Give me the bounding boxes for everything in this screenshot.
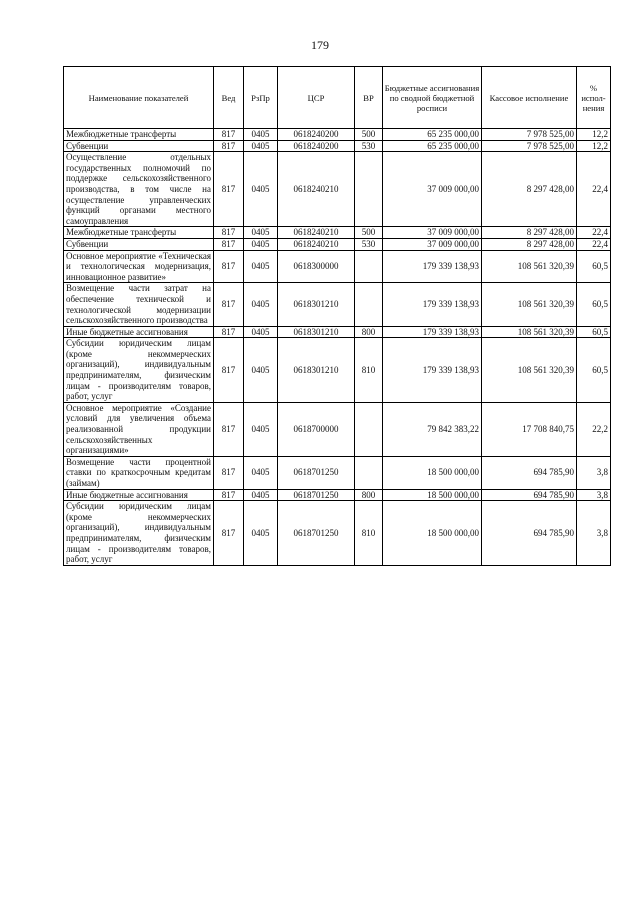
row-percent: 3,8 [577,501,611,566]
row-name: Осуществление отдельных государственных полномочий по поддержке сельскохозяйственного производства, в том числе на осуществление управленческих функций органами местного самоуправления [64,152,214,227]
row-name: Иные бюджетные ассигнования [64,326,214,338]
row-budget: 179 339 138,93 [383,338,482,403]
row-rzpr: 0405 [244,129,278,141]
table-row [64,227,611,239]
row-ved: 817 [214,152,244,227]
row-budget: 179 339 138,93 [383,250,482,283]
row-rzpr: 0405 [244,456,278,489]
table-row [64,140,611,152]
column-header-csr: ЦСР [278,67,355,129]
row-vr: 530 [355,140,383,152]
row-cash: 108 561 320,39 [482,283,577,326]
row-csr: 0618701250 [278,456,355,489]
row-name: Субвенции [64,238,214,250]
table-row [64,402,611,456]
row-cash: 108 561 320,39 [482,326,577,338]
row-csr: 0618301210 [278,283,355,326]
row-rzpr: 0405 [244,238,278,250]
row-vr [355,250,383,283]
row-ved: 817 [214,456,244,489]
row-csr: 0618240210 [278,227,355,239]
row-cash: 8 297 428,00 [482,238,577,250]
row-budget: 179 339 138,93 [383,326,482,338]
row-percent: 22,4 [577,227,611,239]
row-rzpr: 0405 [244,326,278,338]
row-percent: 22,2 [577,402,611,456]
row-vr [355,283,383,326]
row-ved: 817 [214,489,244,501]
row-csr: 0618240210 [278,238,355,250]
row-vr: 800 [355,489,383,501]
row-ved: 817 [214,227,244,239]
column-header-percent: % испол-нения [577,67,611,129]
table-row [64,238,611,250]
row-cash: 694 785,90 [482,489,577,501]
row-vr [355,456,383,489]
row-cash: 7 978 525,00 [482,140,577,152]
row-percent: 22,4 [577,238,611,250]
row-vr: 810 [355,501,383,566]
row-ved: 817 [214,238,244,250]
row-cash: 108 561 320,39 [482,250,577,283]
row-percent: 22,4 [577,152,611,227]
row-rzpr: 0405 [244,227,278,239]
row-vr: 500 [355,227,383,239]
row-csr: 0618240200 [278,140,355,152]
row-percent: 60,5 [577,283,611,326]
column-header-budget: Бюджетные ассигнования по сводной бюджетной росписи [383,67,482,129]
row-percent: 12,2 [577,129,611,141]
row-ved: 817 [214,283,244,326]
row-name: Субвенции [64,140,214,152]
row-vr: 530 [355,238,383,250]
row-name: Межбюджетные трансферты [64,227,214,239]
row-rzpr: 0405 [244,250,278,283]
row-budget: 79 842 383,22 [383,402,482,456]
row-rzpr: 0405 [244,338,278,403]
row-csr: 0618240210 [278,152,355,227]
row-cash: 694 785,90 [482,456,577,489]
row-percent: 3,8 [577,489,611,501]
row-ved: 817 [214,250,244,283]
row-budget: 18 500 000,00 [383,456,482,489]
row-csr: 0618301210 [278,326,355,338]
row-name: Основное мероприятие «Создание условий для увеличения объема реализованной продукции сельскохозяйственных организациями» [64,402,214,456]
row-cash: 8 297 428,00 [482,152,577,227]
row-budget: 37 009 000,00 [383,152,482,227]
row-ved: 817 [214,326,244,338]
column-header-vr: ВР [355,67,383,129]
row-budget: 179 339 138,93 [383,283,482,326]
column-header-cash: Кассовое исполнение [482,67,577,129]
row-budget: 65 235 000,00 [383,129,482,141]
row-csr: 0618300000 [278,250,355,283]
row-budget: 18 500 000,00 [383,501,482,566]
table-row [64,456,611,489]
column-header-ved: Вед [214,67,244,129]
row-csr: 0618701250 [278,501,355,566]
row-percent: 60,5 [577,338,611,403]
header-row [64,67,611,129]
row-rzpr: 0405 [244,152,278,227]
row-vr [355,402,383,456]
row-rzpr: 0405 [244,283,278,326]
row-csr: 0618240200 [278,129,355,141]
row-ved: 817 [214,501,244,566]
row-vr: 810 [355,338,383,403]
row-ved: 817 [214,140,244,152]
row-percent: 12,2 [577,140,611,152]
row-name: Межбюджетные трансферты [64,129,214,141]
row-cash: 7 978 525,00 [482,129,577,141]
table-row [64,338,611,403]
row-rzpr: 0405 [244,501,278,566]
table-row [64,250,611,283]
row-ved: 817 [214,402,244,456]
row-vr [355,152,383,227]
row-cash: 8 297 428,00 [482,227,577,239]
budget-execution-table [63,66,611,566]
row-name: Возмещение части затрат на обеспечение технической и технологической модернизации сельскохозяйственного производства [64,283,214,326]
row-cash: 108 561 320,39 [482,338,577,403]
row-name: Иные бюджетные ассигнования [64,489,214,501]
table-row [64,489,611,501]
row-name: Субсидии юридическим лицам (кроме некоммерческих организаций), индивидуальным предпринимателям, физическим лицам - производителям товаров, работ, услуг [64,338,214,403]
row-cash: 694 785,90 [482,501,577,566]
column-header-name: Наименование показателей [64,67,214,129]
row-budget: 65 235 000,00 [383,140,482,152]
row-csr: 0618701250 [278,489,355,501]
table-row [64,152,611,227]
row-ved: 817 [214,338,244,403]
row-budget: 37 009 000,00 [383,238,482,250]
row-vr: 800 [355,326,383,338]
row-percent: 60,5 [577,326,611,338]
row-rzpr: 0405 [244,140,278,152]
table-row [64,326,611,338]
row-csr: 0618301210 [278,338,355,403]
row-cash: 17 708 840,75 [482,402,577,456]
row-percent: 60,5 [577,250,611,283]
column-header-rzpr: РзПр [244,67,278,129]
row-vr: 500 [355,129,383,141]
row-rzpr: 0405 [244,489,278,501]
row-name: Субсидии юридическим лицам (кроме некоммерческих организаций), индивидуальным предпринимателям, физическим лицам - производителям товаров, работ, услуг [64,501,214,566]
page-number: 179 [311,38,329,52]
row-ved: 817 [214,129,244,141]
table-row [64,129,611,141]
row-budget: 18 500 000,00 [383,489,482,501]
row-name: Основное мероприятие «Техническая и технологическая модернизация, инновационное развитие» [64,250,214,283]
table-row [64,501,611,566]
row-percent: 3,8 [577,456,611,489]
row-rzpr: 0405 [244,402,278,456]
row-budget: 37 009 000,00 [383,227,482,239]
table-row [64,283,611,326]
row-name: Возмещение части процентной ставки по краткосрочным кредитам (займам) [64,456,214,489]
row-csr: 0618700000 [278,402,355,456]
